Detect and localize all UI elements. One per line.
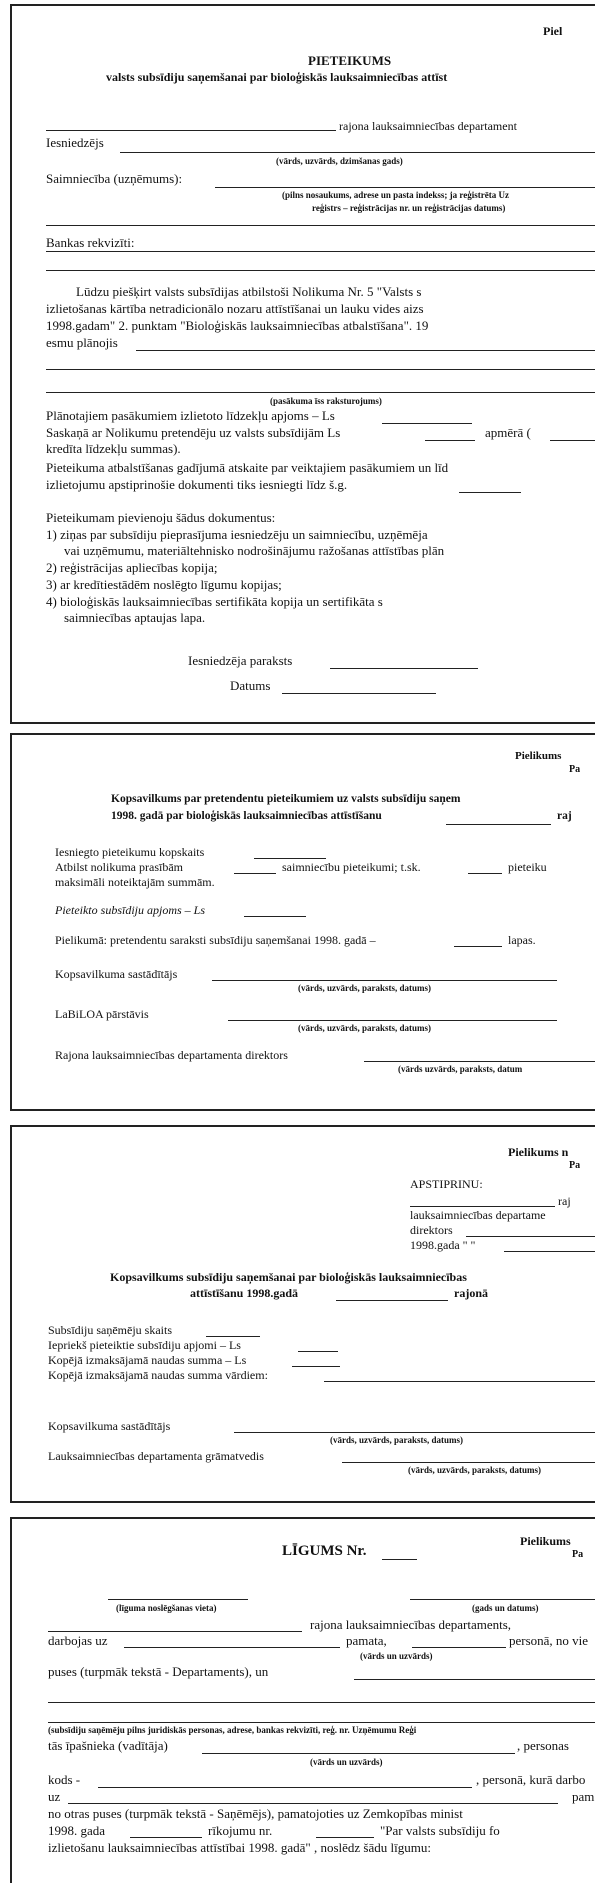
summary-heading-line-1: Kopsavilkums par pretendentu pieteikumiem uz valsts subsīdiju saņem <box>111 793 461 805</box>
farm-field[interactable] <box>215 187 595 188</box>
bank-field-line-2[interactable] <box>46 270 595 271</box>
contract-title: LĪGUMS Nr. <box>282 1543 367 1559</box>
attachment-pages-field[interactable] <box>454 946 502 947</box>
subsidy-summary-heading-suffix: rajonā <box>454 1286 488 1300</box>
application-form-sheet <box>10 4 595 724</box>
approve-region-field[interactable] <box>410 1206 555 1207</box>
approve-date: 1998.gada " " <box>410 1238 476 1252</box>
contract-place-hint: (līguma noslēgšanas vieta) <box>116 1603 217 1613</box>
recipients-count-field[interactable] <box>206 1336 260 1337</box>
attachment-2: 2) reģistrācijas apliecības kopija; <box>46 560 218 575</box>
owner-field[interactable] <box>202 1753 515 1754</box>
party-one-field[interactable] <box>354 1679 595 1680</box>
date-field[interactable] <box>282 693 436 694</box>
report-line-2: izlietojumu apstiprinošie dokumenti tiks iesniegti līdz š.g. <box>46 477 348 492</box>
acting-name-hint: (vārds un uzvārds) <box>360 1651 433 1661</box>
signature-field[interactable] <box>330 668 478 669</box>
compiler-hint: (vārds, uzvārds, paraksts, datums) <box>330 1435 464 1445</box>
approve-date-field[interactable] <box>504 1251 595 1252</box>
code-suffix: , personā, kurā darbo <box>476 1772 586 1787</box>
attachment-1-line-2: vai uzņēmumu, materiāltehnisko nodrošinājumu ražošanas attīstības plān <box>64 543 445 558</box>
compiler-hint: (vārds, uzvārds, paraksts, datums) <box>298 983 432 993</box>
contract-sheet <box>10 1517 595 1883</box>
party-two-label: no otras puses (turpmāk tekstā - Saņēmējs), pamatojoties uz Zemkopības minist <box>48 1806 463 1821</box>
accountant-label: Lauksaimniecības departamenta grāmatvedis <box>48 1449 264 1463</box>
appendix-corner-label: Pielikums <box>520 1534 571 1548</box>
total-applications-field[interactable] <box>254 858 326 859</box>
contract-place-field[interactable] <box>108 1599 248 1600</box>
appendix-corner-sub: Pa <box>569 1160 581 1171</box>
farm-hint-2: reģistrs – reģistrācijas nr. un reģistrācijas datums) <box>312 203 506 213</box>
pretend-label: Saskaņā ar Nolikumu pretendēju uz valsts subsīdijām Ls <box>46 425 341 440</box>
request-paragraph-line-3: 1998.gadam" 2. punktam "Bioloģiskās lauksaimniecības atbalstīšana". 19 <box>46 318 429 333</box>
pretend-percent-label: apmērā ( <box>485 425 531 440</box>
attachments-intro: Pieteikumam pievienoju šādus dokumentus: <box>46 510 276 525</box>
labiloa-hint: (vārds, uzvārds, paraksts, datums) <box>298 1023 432 1033</box>
department-suffix: rajona lauksaimniecības departament <box>339 119 517 133</box>
labiloa-label: LaBiLOA pārstāvis <box>55 1007 149 1021</box>
contract-date-hint: (gads un datums) <box>472 1603 539 1613</box>
compliant-line-2: maksimāli noteiktajām summām. <box>55 875 215 889</box>
report-date-field[interactable] <box>459 492 521 493</box>
director-field[interactable] <box>364 1061 595 1062</box>
approve-director: direktors <box>410 1223 453 1237</box>
region-blank[interactable] <box>46 130 336 131</box>
total-applications-label: Iesniegto pieteikumu kopskaits <box>55 845 205 859</box>
acting-person-field[interactable] <box>412 1647 506 1648</box>
contract-region-field[interactable] <box>48 1631 302 1632</box>
report-line-1: Pieteikuma atbalstīšanas gadījumā atskaite par veiktajiem pasākumiem un līd <box>46 460 449 475</box>
signature-label: Iesniedzēja paraksts <box>188 653 293 668</box>
approve-region-suffix: raj <box>558 1194 571 1208</box>
contract-intro-final: izlietošanu lauksaimniecības attīstībai 1998. gadā" , noslēdz šādu līgumu: <box>48 1840 431 1855</box>
activity-hint: (pasākuma īss raksturojums) <box>270 396 382 406</box>
recipient-line-2[interactable] <box>48 1722 595 1723</box>
recipient-hint: (subsīdiju saņēmēju pilns juridiskās personas, adrese, bankas rekvizīti, reģ. nr. Uzņēmumu Reģi <box>48 1725 417 1735</box>
applicant-label: Iesniedzējs <box>46 135 104 150</box>
compiler-label: Kopsavilkuma sastādītājs <box>48 1419 171 1433</box>
recipient-line-1[interactable] <box>48 1702 595 1703</box>
approve-label: APSTIPRINU: <box>410 1177 483 1191</box>
acting-person-suffix: personā, no vie <box>509 1633 589 1648</box>
plan-field-line-3[interactable] <box>46 392 595 393</box>
subsidy-volume-field[interactable] <box>244 916 306 917</box>
accountant-hint: (vārds, uzvārds, paraksts, datums) <box>408 1465 542 1475</box>
compiler-field[interactable] <box>212 980 557 981</box>
summary-region-field[interactable] <box>336 1300 448 1301</box>
summary-heading-line-2: 1998. gadā par bioloģiskās lauksaimniecības attīstīšanu <box>111 810 382 822</box>
planned-funds-label: Plānotajiem pasākumiem izlietoto līdzekļu apjoms – Ls <box>46 408 335 423</box>
accountant-field[interactable] <box>342 1462 595 1463</box>
basis-suffix: pam <box>572 1789 595 1804</box>
owner-suffix: , personas <box>517 1738 569 1753</box>
bank-field[interactable] <box>164 251 595 252</box>
order-number-field[interactable] <box>316 1837 374 1838</box>
contract-number-field[interactable] <box>382 1559 417 1560</box>
pretend-line-2: kredīta līdzekļu summas). <box>46 441 181 456</box>
compliant-suffix: pieteiku <box>508 860 547 874</box>
basis-field[interactable] <box>68 1803 558 1804</box>
code-label: kods - <box>48 1772 81 1787</box>
prev-volume-field[interactable] <box>298 1351 338 1352</box>
applicant-hint: (vārds, uzvārds, dzimšanas gads) <box>276 156 403 166</box>
summary-applications-sheet <box>10 733 595 1111</box>
attachment-3: 3) ar kredītiestādēm noslēgto līgumu kopijas; <box>46 577 282 592</box>
date-label: Datums <box>230 678 271 693</box>
director-label: Rajona lauksaimniecības departamenta direktors <box>55 1048 288 1062</box>
appendix-corner-label: Pielikums n <box>508 1145 569 1159</box>
code-field[interactable] <box>98 1787 472 1788</box>
order-date-field[interactable] <box>130 1837 202 1838</box>
compiler-field[interactable] <box>234 1432 595 1433</box>
total-sum-field[interactable] <box>292 1366 340 1367</box>
farm-field-line-2[interactable] <box>46 225 595 226</box>
prev-volume-label: Iepriekš pieteiktie subsīdiju apjomi – Ls <box>48 1338 241 1352</box>
request-paragraph-line-2: izlietošanas kārtība netradicionālo nozaru attīstīšanai un lauku vides aizs <box>46 301 424 316</box>
attachment-4-line-1: 4) bioloģiskās lauksaimniecības sertifikāta kopija un sertifikāta s <box>46 594 383 609</box>
compiler-label: Kopsavilkuma sastādītājs <box>55 967 178 981</box>
total-words-field[interactable] <box>324 1381 595 1382</box>
appendix-corner-label: Pielikums <box>515 750 562 762</box>
region-field[interactable] <box>446 824 551 825</box>
acting-basis-field[interactable] <box>124 1647 340 1648</box>
farm-hint-1: (pilns nosaukums, adrese un pasta indekss; ja reģistrēta Uz <box>282 190 509 200</box>
appendix-corner-sub: Pa <box>572 1549 584 1560</box>
compliant-max-field[interactable] <box>468 873 502 874</box>
planned-funds-field[interactable] <box>382 423 472 424</box>
appendix-corner-sub: Pa <box>569 764 581 775</box>
applicant-field[interactable] <box>120 152 595 153</box>
compliant-farms-label: saimniecību pieteikumi; t.sk. <box>282 860 421 874</box>
compliant-count-field[interactable] <box>234 873 276 874</box>
order-year-label: 1998. gada <box>48 1823 106 1838</box>
plan-field[interactable] <box>136 350 595 351</box>
contract-department: rajona lauksaimniecības departaments, <box>310 1617 512 1632</box>
form-title: PIETEIKUMS <box>308 53 392 68</box>
form-subtitle: valsts subsīdiju saņemšanai par bioloģiskās lauksaimniecības attīst <box>106 70 448 84</box>
attachment-suffix: lapas. <box>508 933 536 947</box>
attachment-label: Pielikumā: pretendentu saraksti subsīdiju saņemšanai 1998. gadā – <box>55 933 376 947</box>
farm-label: Saimniecība (uzņēmums): <box>46 171 183 186</box>
pretend-percent-field[interactable] <box>550 440 595 441</box>
director-hint: (vārds uzvārds, paraksts, datum <box>398 1064 523 1074</box>
compliant-label: Atbilst nolikuma prasībām <box>55 860 183 874</box>
party-one-label: puses (turpmāk tekstā - Departaments), un <box>48 1664 269 1679</box>
total-words-label: Kopējā izmaksājamā naudas summa vārdiem: <box>48 1368 268 1382</box>
acting-basis-label: darbojas uz <box>48 1633 108 1648</box>
owner-label: tās īpašnieka (vadītāja) <box>48 1738 168 1753</box>
subsidy-summary-heading-1: Kopsavilkums subsīdiju saņemšanai par bioloģiskās lauksaimniecības <box>110 1270 467 1284</box>
request-paragraph-line-4: esmu plānojis <box>46 335 118 350</box>
bank-label: Bankas rekvizīti: <box>46 235 135 250</box>
labiloa-field[interactable] <box>228 1020 557 1021</box>
subsidy-summary-heading-2: attīstīšanu 1998.gadā <box>190 1286 299 1300</box>
appendix-corner-label: Piel <box>543 24 563 38</box>
total-sum-label: Kopējā izmaksājamā naudas summa – Ls <box>48 1353 247 1367</box>
approve-director-field[interactable] <box>466 1236 595 1237</box>
subsidy-volume-label: Pieteikto subsīdiju apjoms – Ls <box>55 903 205 917</box>
recipients-count-label: Subsīdiju saņēmēju skaits <box>48 1323 172 1337</box>
request-paragraph-line-1: Lūdzu piešķirt valsts subsīdijas atbilstoši Nolikuma Nr. 5 "Valsts s <box>76 284 422 299</box>
attachment-4-line-2: saimniecības aptaujas lapa. <box>64 610 206 625</box>
pretend-amount-field[interactable] <box>425 440 475 441</box>
basis-label: uz <box>48 1789 61 1804</box>
approve-department: lauksaimniecības departame <box>410 1208 546 1222</box>
contract-date-field[interactable] <box>410 1599 595 1600</box>
acting-basis-suffix: pamata, <box>346 1633 387 1648</box>
owner-name-hint: (vārds un uzvārds) <box>310 1757 383 1767</box>
order-title: "Par valsts subsīdiju fo <box>380 1823 500 1838</box>
subsidy-summary-sheet <box>10 1125 595 1503</box>
attachment-1-line-1: 1) ziņas par subsīdiju pieprasījuma iesniedzēju un saimniecību, uzņēmēja <box>46 527 428 542</box>
summary-heading-suffix: raj <box>557 810 572 822</box>
order-number-label: rīkojumu nr. <box>208 1823 273 1838</box>
plan-field-line-2[interactable] <box>46 369 595 370</box>
